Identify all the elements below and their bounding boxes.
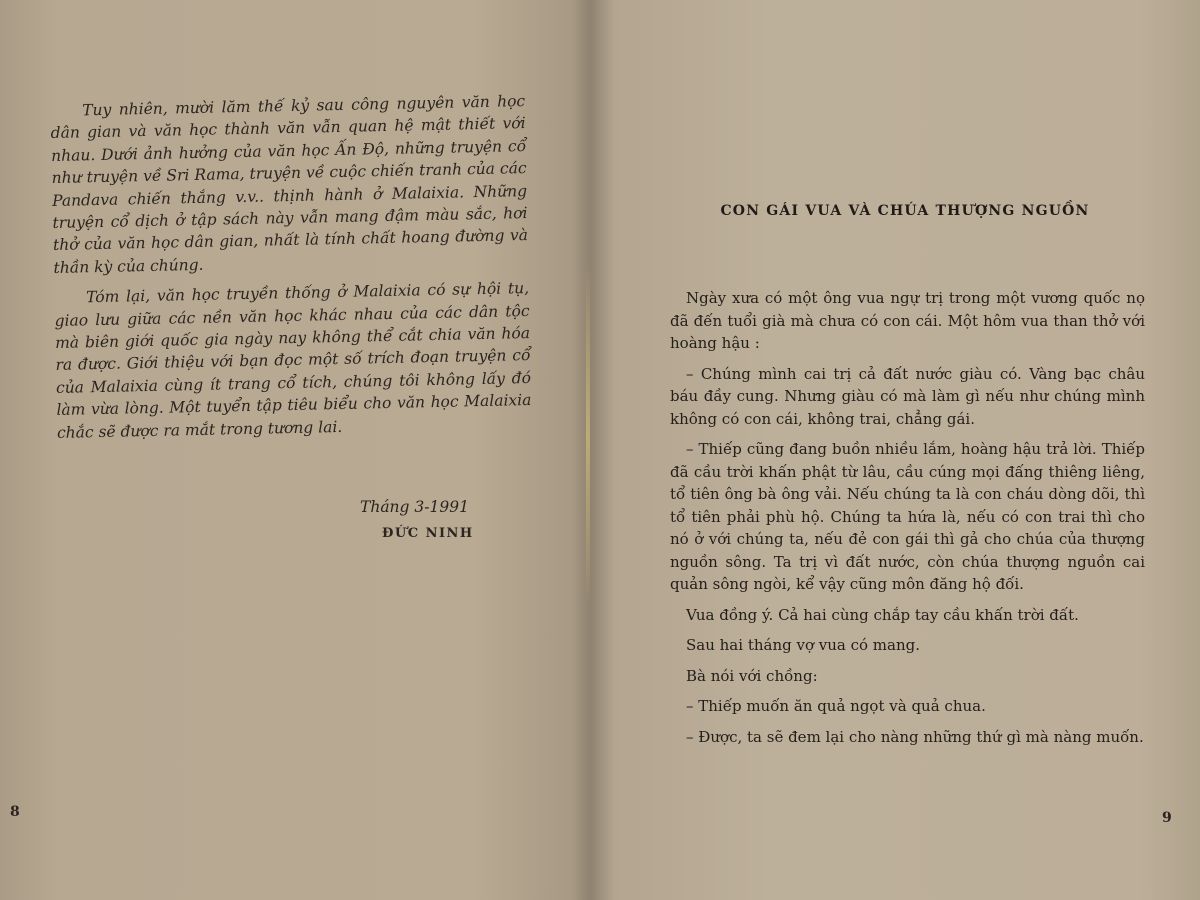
paragraph: Tóm lại, văn học truyền thống ở Malaixia có sự hội tụ, giao lưu giữa các nền văn học khác nhau của các dân tộc mà biên giới quốc gia ngày nay không thể cắt chia văn hóa ra được. Giới thiệu với bạn đọc một số trích đoạn truyện cổ của Malaixia cùng ít trang cổ tích, chúng tôi không lấy đó làm vừa lòng. Một tuyển tập tiêu biểu cho văn học Malaixia chắc sẽ được ra mắt trong tương lai. bbox=[54, 279, 532, 442]
page-number-right: 9 bbox=[1162, 810, 1172, 826]
paragraph: – Chúng mình cai trị cả đất nước giàu có. Vàng bạc châu báu đầy cung. Nhưng giàu có mà làm gì nếu như chúng mình không có con cái, không trai, chẳng gái. bbox=[670, 364, 1145, 428]
page-number-left: 8 bbox=[10, 804, 20, 820]
right-page bbox=[590, 0, 1200, 900]
signature-date: Tháng 3-1991 bbox=[360, 498, 469, 516]
story-title: CON GÁI VUA VÀ CHÚA THƯỢNG NGUỒN bbox=[720, 203, 1090, 219]
signature-block bbox=[360, 498, 520, 541]
paragraph: – Được, ta sẽ đem lại cho nàng những thứ gì mà nàng muốn. bbox=[686, 727, 1144, 746]
right-page-text bbox=[670, 287, 1145, 756]
left-page-text bbox=[50, 90, 532, 452]
paragraph: – Thiếp cũng đang buồn nhiều lắm, hoàng hậu trả lời. Thiếp đã cầu trời khấn phật từ lâu, cầu cúng mọi đấng thiêng liêng, tổ tiên ông bà ông vải. Nếu chúng ta là con cháu dòng dõi, thì tổ tiên phải phù hộ. Chúng ta hứa là, nếu có con trai thì cho nó ở với chúng ta, nếu đẻ con gái thì gả cho chúa của thượng nguồn sông. Ta trị vì đất nước, còn chúa thượng nguồn cai quản sông ngòi, kể vậy cũng môn đăng hộ đối. bbox=[670, 440, 1145, 593]
paragraph: – Thiếp muốn ăn quả ngọt và quả chua. bbox=[686, 697, 986, 715]
paragraph: Sau hai tháng vợ vua có mang. bbox=[686, 636, 920, 654]
paragraph: Bà nói với chồng: bbox=[686, 666, 818, 685]
paragraph: Ngày xưa có một ông vua ngự trị trong một vương quốc nọ đã đến tuổi già mà chưa có con cái. Một hôm vua than thở với hoàng hậu : bbox=[670, 289, 1145, 352]
signature-author: ĐỨC NINH bbox=[382, 526, 474, 541]
left-page bbox=[0, 0, 590, 900]
paragraph: Vua đồng ý. Cả hai cùng chắp tay cầu khấn trời đất. bbox=[686, 605, 1079, 624]
paragraph: Tuy nhiên, mười lăm thế kỷ sau công nguyên văn học dân gian và văn học thành văn vẫn quan hệ mật thiết với nhau. Dưới ảnh hưởng của văn học Ấn Độ, những truyện cổ như truyện về Sri Rama, truyện về cuộc chiến tranh của các Pandava chiến thắng v.v.. thịnh hành ở Malaixia. Những truyện cổ dịch ở tập sách này vẫn mang đậm màu sắc, hơi thở của văn học dân gian, nhất là tính chất hoang đường và thần kỳ của chúng. bbox=[50, 92, 529, 277]
